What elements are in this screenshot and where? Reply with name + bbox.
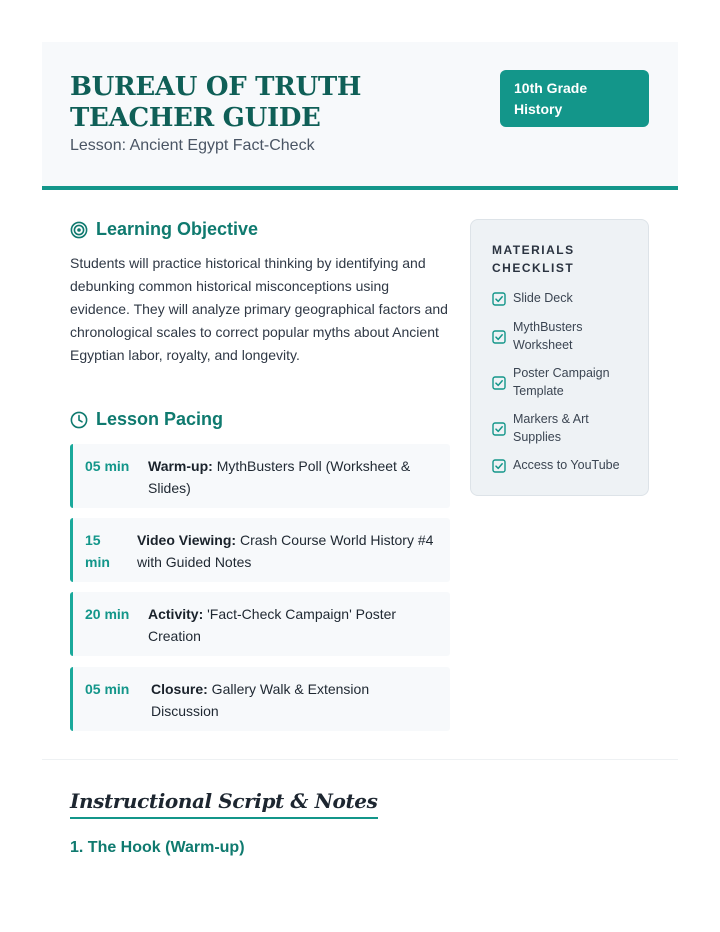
pacing-label: Closure: (151, 681, 208, 697)
guide-header (42, 42, 678, 190)
materials-title: MATERIALS CHECKLIST (492, 243, 575, 275)
pacing-row (70, 518, 450, 582)
pacing-row (70, 667, 450, 731)
checklist-item (492, 457, 620, 475)
pacing-time: 05 min (85, 681, 130, 697)
script-section-heading: 1. The Hook (Warm-up) (70, 839, 245, 856)
checklist-item (492, 319, 612, 354)
check-square-icon (492, 292, 506, 306)
pacing-description (148, 455, 438, 499)
checklist-item-label: MythBusters Worksheet (513, 320, 583, 352)
pacing-text: Gallery Walk & Extension Discussion (151, 681, 370, 719)
checklist-item-label: Slide Deck (513, 291, 573, 305)
pacing-time: 05 min (85, 458, 130, 474)
pacing-description (151, 678, 411, 722)
objective-heading (70, 219, 258, 240)
pacing-heading-label: Lesson Pacing (96, 409, 224, 429)
checklist-item-label: Access to YouTube (513, 458, 620, 472)
section-divider (42, 759, 678, 760)
pacing-text: Crash Course World History #4 with Guided Notes (137, 532, 434, 570)
clock-icon (70, 411, 88, 429)
pacing-label: Activity: (148, 606, 204, 622)
check-square-icon (492, 376, 506, 390)
pacing-description (137, 529, 437, 573)
objective-heading-label: Learning Objective (96, 219, 259, 239)
checklist-item (492, 411, 617, 446)
pacing-row (70, 592, 450, 656)
target-icon (70, 221, 88, 239)
lesson-subtitle: Lesson: Ancient Egypt Fact-Check (70, 137, 315, 154)
pacing-description (148, 603, 438, 647)
pacing-time: 20 min (85, 606, 130, 622)
pacing-heading (70, 409, 223, 430)
grade-badge: 10th Grade History (500, 70, 649, 127)
materials-checklist (470, 219, 649, 496)
checklist-item (492, 365, 627, 400)
document-title: BUREAU OF TRUTH TEACHER GUIDE (70, 72, 362, 133)
checklist-item (492, 290, 573, 308)
pacing-label: Video Viewing: (137, 532, 237, 548)
pacing-time: 15 min (85, 532, 110, 570)
pacing-text: 'Fact-Check Campaign' Poster Creation (148, 606, 397, 644)
objective-text: Students will practice historical thinking by identifying and debunking common historical misconceptions using evidence. They will analyze primary geographical factors and chronological scales to correct popular myths about Ancient Egyptian labor, royalty, and longevity. (70, 255, 448, 363)
check-square-icon (492, 459, 506, 473)
check-square-icon (492, 422, 506, 436)
checklist-item-label: Markers & Art Supplies (513, 412, 589, 444)
pacing-text: MythBusters Poll (Worksheet & Slides) (148, 458, 411, 496)
teacher-guide-page (42, 42, 678, 932)
script-title: Instructional Script & Notes (70, 789, 378, 819)
pacing-row (70, 444, 450, 508)
pacing-label: Warm-up: (148, 458, 213, 474)
check-square-icon (492, 330, 506, 344)
checklist-item-label: Poster Campaign Template (513, 366, 610, 398)
